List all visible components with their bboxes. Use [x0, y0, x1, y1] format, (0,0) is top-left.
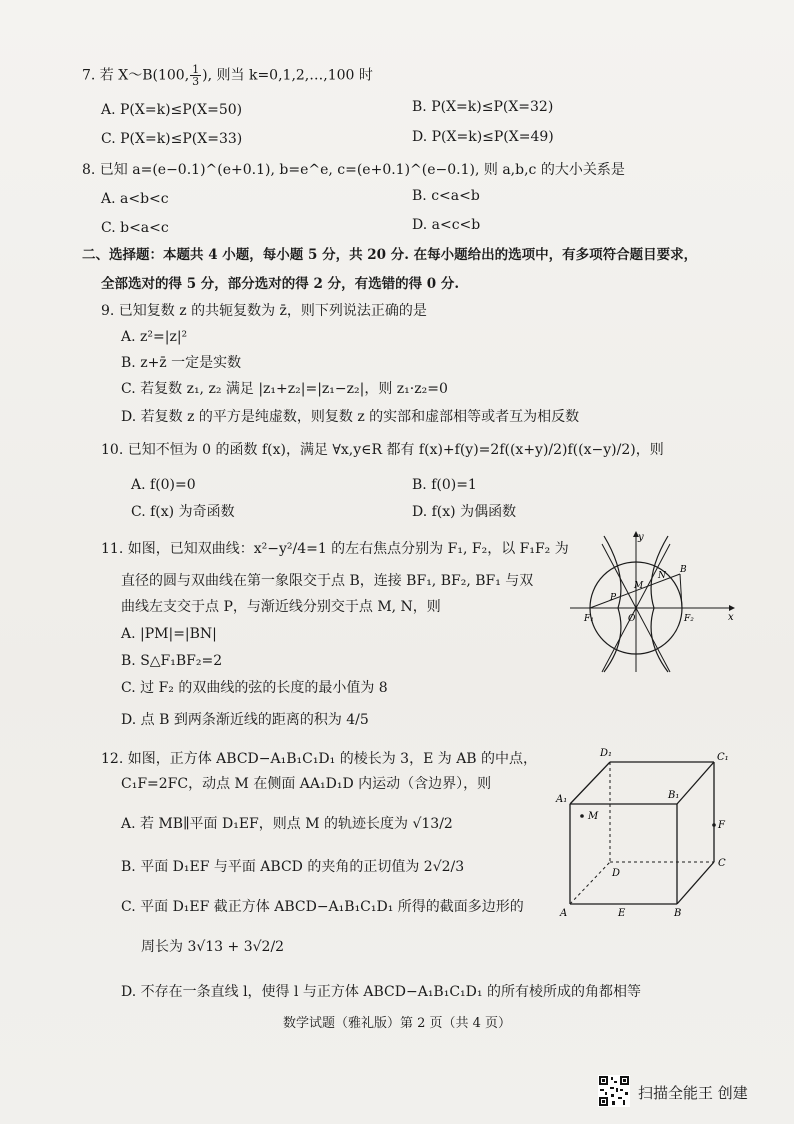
q12-option-d: D. 不存在一条直线 l，使得 l 与正方体 ABCD−A₁B₁C₁D₁ 的所有棱所成的角都相等	[121, 984, 641, 1000]
q10-option-d: D. f(x) 为偶函数	[412, 504, 517, 520]
edge-b1c1	[677, 762, 714, 804]
hidden-edge-ad	[570, 862, 610, 904]
label-n: N	[658, 571, 666, 581]
q8-option-d: D. a<c<b	[412, 217, 481, 233]
label-m: M	[634, 581, 644, 591]
q8-option-c: C. b<a<c	[101, 220, 169, 236]
scanner-watermark: 扫描全能王 创建	[638, 1084, 748, 1102]
q10-option-a: A. f(0)=0	[131, 477, 196, 493]
q9-option-a: A. z²=|z|²	[121, 329, 188, 345]
label-d: D	[612, 868, 621, 879]
label-f: F	[718, 820, 725, 831]
label-b: B	[680, 565, 687, 575]
q12-option-c2: 周长为 3√13 + 3√2/2	[141, 939, 285, 955]
label-d1: D₁	[600, 748, 613, 759]
hyperbola-figure	[566, 526, 740, 676]
q9-option-b: B. z+z̄ 一定是实数	[121, 355, 242, 371]
section2-line2: 全部选对的得 5 分，部分选对的得 2 分，有选错的得 0 分.	[101, 276, 460, 292]
label-f1: F₁	[584, 614, 594, 624]
label-x: x	[728, 612, 734, 623]
q10-option-b: B. f(0)=1	[412, 477, 477, 493]
q10-stem: 10. 已知不恒为 0 的函数 f(x)，满足 ∀x,y∈R 都有 f(x)+f(y)=2f((x+y)/2)f((x−y)/2)，则	[101, 442, 664, 458]
segment-bf2	[680, 574, 682, 608]
qr-code-icon	[598, 1075, 630, 1107]
point-m	[580, 814, 584, 818]
q7-stem: 7. 若 X～B(100, $\frac{1}{3}$ ), 则当 k=0,1,2,…,100 时	[82, 63, 373, 88]
section2-line1: 二、选择题：本题共 4 小题，每小题 5 分，共 20 分. 在每小题给出的选项中，有多项符合题目要求，	[82, 247, 698, 263]
q9-option-d: D. 若复数 z 的平方是纯虚数，则复数 z 的实部和虚部相等或者互为相反数	[121, 409, 580, 425]
q12-option-b: B. 平面 D₁EF 与平面 ABCD 的夹角的正切值为 2√2/3	[121, 859, 465, 875]
q7-option-c: C. P(X=k)≤P(X=33)	[101, 131, 243, 147]
label-o: O	[628, 614, 636, 624]
label-c: C	[718, 858, 726, 869]
q7-option-a: A. P(X=k)≤P(X=50)	[101, 102, 243, 118]
q9-stem: 9. 已知复数 z 的共轭复数为 z̄，则下列说法正确的是	[101, 303, 427, 319]
q12-option-c1: C. 平面 D₁EF 截正方体 ABCD−A₁B₁C₁D₁ 所得的截面多边形的	[121, 899, 524, 915]
q11-option-b: B. S△F₁BF₂=2	[121, 653, 223, 669]
q10-option-c: C. f(x) 为奇函数	[131, 504, 235, 520]
segment-bf1	[590, 574, 680, 608]
q7-fraction: $\frac{1}{3}$	[192, 63, 200, 88]
q11-line1: 11. 如图，已知双曲线：x²−y²/4=1 的左右焦点分别为 F₁, F₂，以 F₁F₂ 为	[101, 541, 569, 557]
q12-line1: 12. 如图，正方体 ABCD−A₁B₁C₁D₁ 的棱长为 3，E 为 AB 的中点，	[101, 751, 538, 767]
point-f	[712, 823, 716, 827]
label-p: P	[610, 593, 617, 603]
q11-option-d: D. 点 B 到两条渐近线的距离的积为 4/5	[121, 712, 369, 728]
label-c1: C₁	[717, 752, 729, 763]
q11-line3: 曲线左支交于点 P，与渐近线分别交于点 M, N，则	[121, 599, 441, 615]
label-y: y	[638, 532, 644, 543]
cube-figure	[552, 744, 742, 924]
label-f2: F₂	[684, 614, 694, 624]
label-a1: A₁	[556, 794, 568, 805]
edge-bc	[677, 862, 714, 904]
page-footer: 数学试题（雅礼版）第 2 页（共 4 页）	[282, 1016, 512, 1031]
label-b1: B₁	[668, 790, 680, 801]
q8-option-a: A. a<b<c	[101, 191, 169, 207]
edge-a1d1	[570, 762, 610, 804]
q11-option-a: A. |PM|=|BN|	[121, 626, 217, 642]
q11-option-c: C. 过 F₂ 的双曲线的弦的长度的最小值为 8	[121, 680, 388, 696]
label-m: M	[588, 811, 599, 822]
q7-option-b: B. P(X=k)≤P(X=32)	[412, 99, 554, 115]
q12-line2: C₁F=2FC，动点 M 在侧面 AA₁D₁D 内运动（含边界），则	[121, 776, 492, 792]
q7-option-d: D. P(X=k)≤P(X=49)	[412, 129, 554, 145]
q11-line2: 直径的圆与双曲线在第一象限交于点 B，连接 BF₁, BF₂, BF₁ 与双	[121, 573, 534, 589]
label-e: E	[618, 908, 626, 919]
q9-option-c: C. 若复数 z₁, z₂ 满足 |z₁+z₂|=|z₁−z₂|，则 z₁·z₂=0	[121, 381, 448, 397]
q8-option-b: B. c<a<b	[412, 188, 480, 204]
q8-stem: 8. 已知 a=(e−0.1)^(e+0.1), b=e^e, c=(e+0.1)^(e−0.1), 则 a,b,c 的大小关系是	[82, 162, 625, 178]
q12-option-a: A. 若 MB∥平面 D₁EF，则点 M 的轨迹长度为 √13/2	[121, 816, 453, 832]
label-b: B	[674, 908, 682, 919]
label-a: A	[560, 908, 568, 919]
